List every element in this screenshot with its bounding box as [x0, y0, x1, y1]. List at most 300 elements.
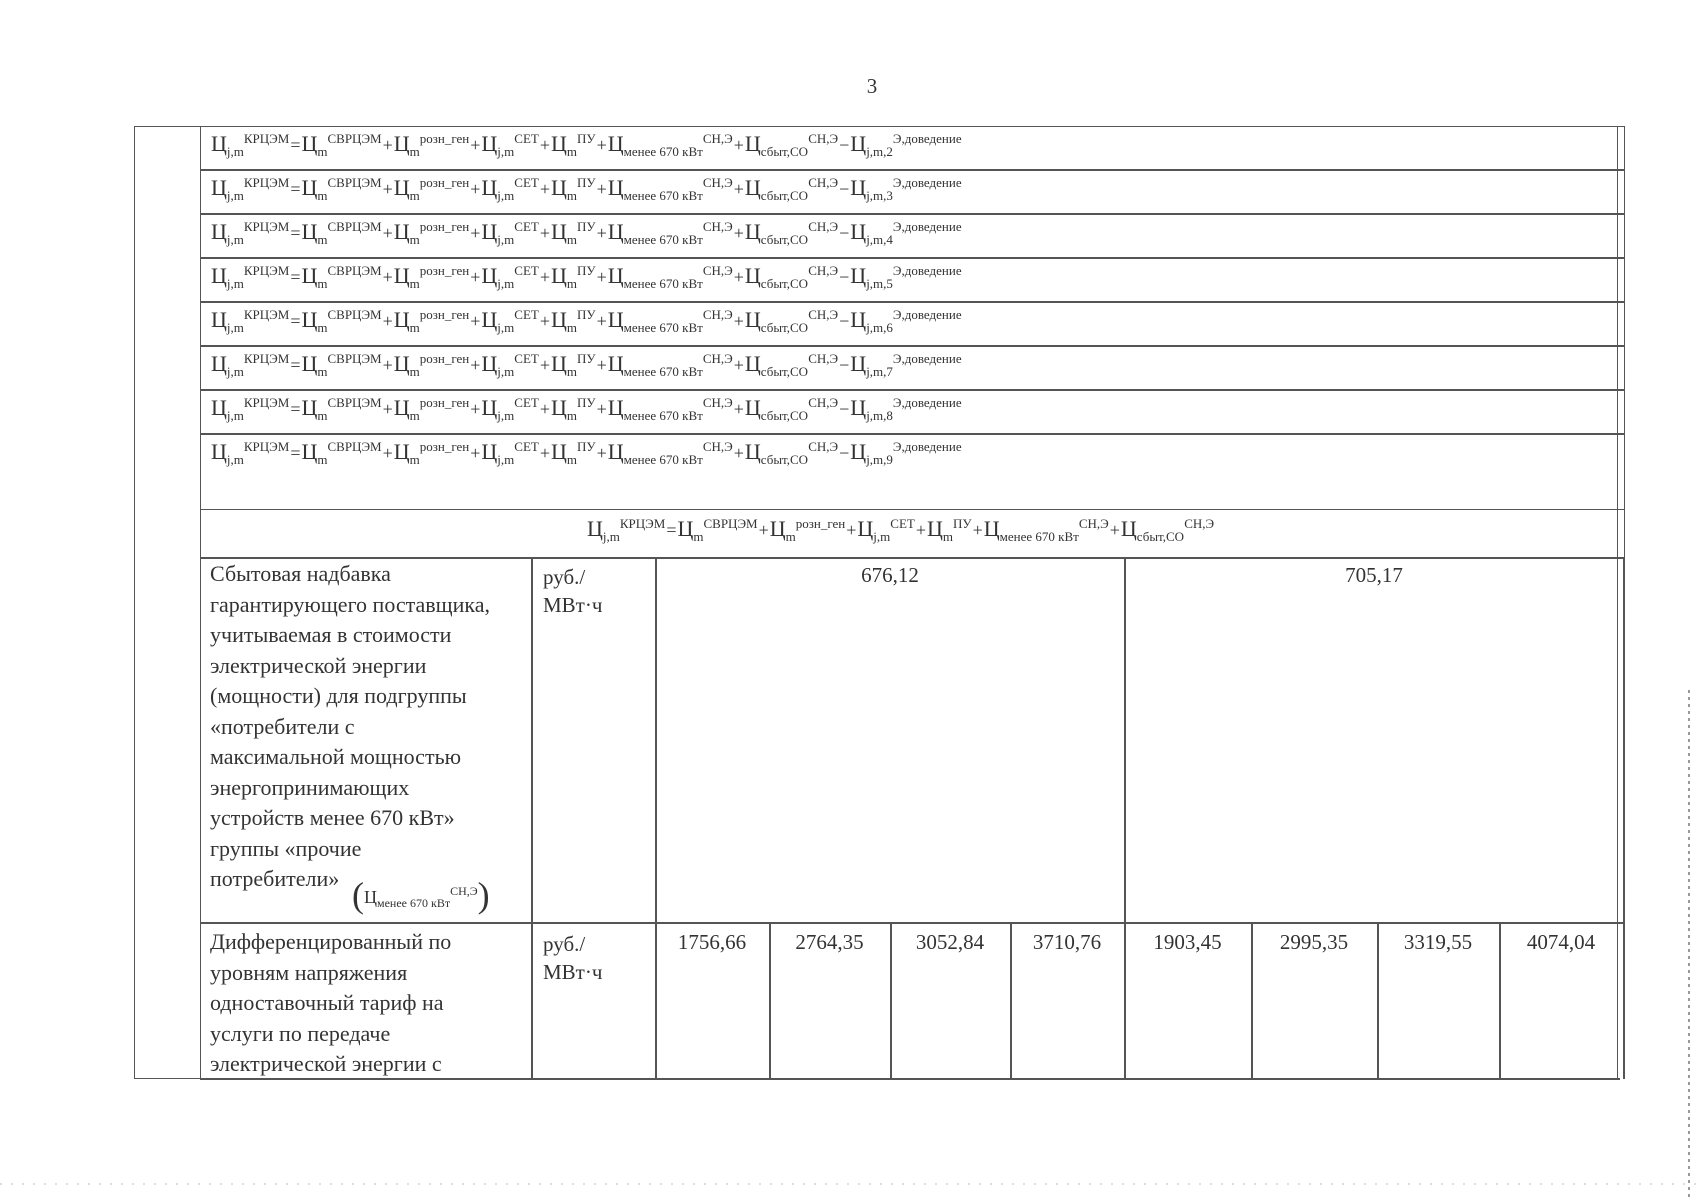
- formula-subscript: j,m,2: [866, 144, 893, 159]
- formula-plus: +: [382, 135, 393, 155]
- formula-plus: +: [470, 267, 481, 287]
- formula-plus: +: [382, 399, 393, 419]
- formula-subscript: j,m: [497, 408, 515, 423]
- paren-close: ): [477, 875, 490, 915]
- formula-subscript: m: [566, 452, 578, 467]
- label-line: энергопринимающих: [210, 774, 410, 800]
- formula-superscript: ПУ: [577, 219, 596, 234]
- formula-symbol: Ц: [301, 131, 318, 156]
- formula-subscript: j,m,5: [866, 276, 893, 291]
- formula-row: [200, 170, 1625, 214]
- formula-symbol: Ц: [744, 175, 761, 200]
- formula-minus: −: [839, 311, 850, 331]
- formula-symbol: Ц: [744, 395, 761, 420]
- formula-symbol: Ц: [364, 887, 377, 907]
- formula-superscript: ПУ: [577, 351, 596, 366]
- formula-plus: +: [915, 520, 926, 540]
- formula-symbol: Ц: [393, 263, 410, 288]
- formula-subscript: j,m,8: [866, 408, 893, 423]
- formula-row: [200, 302, 1625, 346]
- formula-superscript: СЕТ: [514, 263, 539, 278]
- formula-superscript: Э,доведение: [892, 351, 962, 366]
- formula-superscript: Э,доведение: [892, 395, 962, 410]
- formula-superscript: Э,доведение: [892, 175, 962, 190]
- formula-superscript: СН,Э: [808, 395, 839, 410]
- formula-subscript: m: [317, 232, 328, 247]
- formula-plus: +: [733, 399, 744, 419]
- formula-row: [200, 214, 1625, 258]
- formula-plus: +: [596, 179, 607, 199]
- formula-plus: +: [596, 135, 607, 155]
- formula-plus: +: [733, 355, 744, 375]
- formula-plus: +: [733, 443, 744, 463]
- formula-plus: +: [539, 311, 550, 331]
- formula-superscript: ПУ: [577, 395, 596, 410]
- formula-symbol: Ц: [393, 307, 410, 332]
- formula-symbol: Ц: [551, 219, 567, 244]
- formula-subscript: j,m: [226, 232, 244, 247]
- formula-superscript: ПУ: [577, 131, 596, 146]
- formula-minus: −: [839, 267, 850, 287]
- formula-subscript: j,m,3: [866, 188, 893, 203]
- formula-superscript: СН,Э: [702, 219, 733, 234]
- formula-symbol: Ц: [607, 351, 624, 376]
- markup-value-h1: 676,12: [861, 563, 919, 587]
- formula-subscript: m: [785, 529, 796, 544]
- formula-plus: +: [382, 443, 393, 463]
- formula-symbol: Ц: [551, 263, 567, 288]
- formula-subscript: m: [317, 320, 328, 335]
- formula-symbol: Ц: [393, 175, 410, 200]
- formula-subscript: j,m: [226, 452, 244, 467]
- formula-subscript: сбыт,СО: [760, 320, 809, 335]
- formula-plus: +: [382, 355, 393, 375]
- formula-symbol: Ц: [393, 351, 410, 376]
- formula-symbol: Ц: [607, 439, 624, 464]
- formula-symbol: Ц: [607, 175, 624, 200]
- tariff-row-label: [210, 927, 528, 1080]
- formula-superscript: СН,Э: [702, 351, 733, 366]
- formula-superscript: СН,Э: [808, 219, 839, 234]
- formula-symbol: Ц: [481, 307, 498, 332]
- formula-superscript: КРЦЭМ: [243, 131, 290, 146]
- formula-superscript: Э,доведение: [892, 439, 962, 454]
- label-line: Дифференцированный по: [210, 929, 452, 954]
- formula-symbol: Ц: [744, 439, 761, 464]
- formula-row: [200, 434, 1625, 510]
- formula-symbol: Ц: [211, 131, 227, 156]
- formula-equals: =: [290, 179, 301, 199]
- formula-symbol: Ц: [850, 131, 867, 156]
- formula-superscript: СН,Э: [702, 395, 733, 410]
- formula-superscript: розн_ген: [419, 219, 470, 234]
- label-line: потребители»: [210, 866, 340, 891]
- formula-superscript: КРЦЭМ: [243, 175, 290, 190]
- formula-subscript: m: [317, 452, 328, 467]
- formula-subscript: m: [409, 364, 420, 379]
- formula-superscript: СН,Э: [702, 263, 733, 278]
- formula-plus: +: [382, 267, 393, 287]
- formula-plus: +: [539, 135, 550, 155]
- grid-line: [1623, 557, 1625, 1079]
- formula-plus: +: [382, 223, 393, 243]
- formula-superscript: СЕТ: [514, 351, 539, 366]
- formula-plus: +: [470, 179, 481, 199]
- formula: [211, 351, 962, 377]
- formula-subscript: сбыт,СО: [1136, 529, 1185, 544]
- formula-plus: +: [470, 399, 481, 419]
- formula-superscript: КРЦЭМ: [243, 263, 290, 278]
- tariff-value: 3710,76: [1032, 930, 1102, 954]
- markup-formula-symbol: [352, 870, 490, 915]
- formula-superscript: розн_ген: [419, 263, 470, 278]
- formula-subscript: менее 670 кВт: [623, 452, 703, 467]
- formula-plus: +: [846, 520, 857, 540]
- formula-superscript: Э,доведение: [892, 263, 962, 278]
- tariff-value: 1756,66: [677, 930, 747, 954]
- formula-superscript: СВРЦЭМ: [327, 219, 382, 234]
- formula-plus: +: [733, 223, 744, 243]
- tariff-value: 4074,04: [1526, 930, 1596, 954]
- formula-symbol: Ц: [850, 219, 867, 244]
- formula-superscript: СВРЦЭМ: [327, 131, 382, 146]
- formula-plus: +: [470, 223, 481, 243]
- formula-subscript: m: [566, 144, 578, 159]
- formula-subscript: менее 670 кВт: [623, 320, 703, 335]
- paren-open: (: [352, 875, 364, 915]
- formula-equals: =: [290, 135, 301, 155]
- formula-subscript: j,m: [497, 364, 515, 379]
- formula-symbol: Ц: [607, 263, 624, 288]
- formula-plus: +: [596, 355, 607, 375]
- formula-plus: +: [539, 443, 550, 463]
- formula-subscript: m: [317, 144, 328, 159]
- label-line: Сбытовая надбавка: [210, 561, 391, 586]
- formula-plus: +: [539, 223, 550, 243]
- unit-line: МВт·ч: [543, 960, 603, 984]
- label-line: одноставочный тариф на: [210, 990, 444, 1015]
- formula: [211, 395, 962, 421]
- formula-equals: =: [290, 267, 301, 287]
- formula-row: [200, 258, 1625, 302]
- formula-symbol: Ц: [481, 351, 498, 376]
- formula-symbol: Ц: [744, 219, 761, 244]
- formula-symbol: Ц: [301, 439, 318, 464]
- formula-plus: +: [972, 520, 983, 540]
- formula-symbol: Ц: [850, 439, 867, 464]
- formula-equals: =: [290, 399, 301, 419]
- label-line: максимальной мощностью: [210, 744, 462, 769]
- grid-line: [200, 922, 1625, 924]
- formula-symbol: Ц: [551, 175, 567, 200]
- formula-symbol: Ц: [481, 439, 498, 464]
- formula-superscript: розн_ген: [419, 131, 470, 146]
- formula-equals: =: [290, 355, 301, 375]
- formula-plus: +: [539, 267, 550, 287]
- formula-superscript: СН,Э: [702, 131, 733, 146]
- formula-subscript: j,m,9: [866, 452, 893, 467]
- markup-row-label: [210, 559, 528, 895]
- formula-symbol: Ц: [744, 131, 761, 156]
- formula-superscript: СЕТ: [514, 131, 539, 146]
- formula-subscript: сбыт,СО: [760, 408, 809, 423]
- scan-edge-artifact: [1688, 690, 1690, 1200]
- formula-subscript: j,m: [873, 529, 891, 544]
- formula-superscript: СН,Э: [808, 263, 839, 278]
- formula-subscript: m: [566, 232, 578, 247]
- formula-symbol: Ц: [481, 175, 498, 200]
- formula-minus: −: [839, 355, 850, 375]
- formula-symbol: Ц: [481, 219, 498, 244]
- formula-plus: +: [596, 223, 607, 243]
- formula-superscript: СЕТ: [514, 439, 539, 454]
- formula-superscript: Э,доведение: [892, 131, 962, 146]
- formula-subscript: сбыт,СО: [760, 364, 809, 379]
- formula-subscript: m: [566, 408, 578, 423]
- formula-plus: +: [382, 311, 393, 331]
- grid-line: [531, 557, 533, 1079]
- formula-subscript: сбыт,СО: [760, 188, 809, 203]
- formula-superscript: СЕТ: [514, 219, 539, 234]
- unit-line: руб./: [543, 932, 586, 956]
- label-line: группы «прочие: [210, 835, 362, 861]
- formula-row: [200, 390, 1625, 434]
- formula-plus: +: [596, 311, 607, 331]
- formula-plus: +: [733, 135, 744, 155]
- formula-symbol: Ц: [607, 307, 624, 332]
- formula-minus: −: [839, 223, 850, 243]
- formula-subscript: менее 670 кВт: [623, 276, 703, 291]
- unit-line: руб./: [543, 565, 586, 589]
- formula-plus: +: [539, 179, 550, 199]
- formula: [211, 307, 962, 333]
- formula-superscript: ПУ: [577, 263, 596, 278]
- formula-symbol: Ц: [551, 307, 567, 332]
- formula-subscript: сбыт,СО: [760, 452, 809, 467]
- formula-superscript: розн_ген: [419, 439, 470, 454]
- formula-subscript: m: [566, 320, 578, 335]
- formula-plus: +: [733, 179, 744, 199]
- formula-subscript: менее 670 кВт: [623, 232, 703, 247]
- formula-symbol: Ц: [551, 439, 567, 464]
- formula-subscript: j,m: [497, 276, 515, 291]
- formula-subscript: m: [317, 364, 328, 379]
- formula-subscript: m: [409, 232, 420, 247]
- formula-symbol: Ц: [211, 175, 227, 200]
- formula: [211, 175, 962, 201]
- formula-subscript: сбыт,СО: [760, 276, 809, 291]
- formula-symbol: Ц: [744, 307, 761, 332]
- formula-symbol: Ц: [301, 351, 318, 376]
- label-line: учитываемая в стоимости: [210, 622, 452, 647]
- formula-subscript: менее 670 кВт: [623, 364, 703, 379]
- formula-symbol: Ц: [850, 263, 867, 288]
- markup-value-h2: 705,17: [1345, 563, 1403, 587]
- formula-subscript: m: [317, 188, 328, 203]
- formula-subscript: j,m: [497, 144, 515, 159]
- formula: [211, 263, 962, 289]
- formula-subscript: j,m: [226, 188, 244, 203]
- formula-subscript: менее 670 кВт: [623, 144, 703, 159]
- formula-plus: +: [539, 355, 550, 375]
- formula-symbol: Ц: [301, 307, 318, 332]
- formula-superscript: розн_ген: [419, 395, 470, 410]
- formula-superscript: ПУ: [953, 516, 972, 531]
- formula-superscript: СН,Э: [702, 439, 733, 454]
- formula-subscript: m: [409, 408, 420, 423]
- formula-subscript: j,m: [226, 276, 244, 291]
- formula-subscript: j,m: [497, 188, 515, 203]
- formula-superscript: СВРЦЭМ: [327, 439, 382, 454]
- formula-subscript: m: [409, 188, 420, 203]
- formula-symbol: Ц: [983, 516, 1000, 541]
- label-line: электрической энергии: [210, 652, 427, 678]
- formula-subscript: m: [693, 529, 704, 544]
- formula-symbol: Ц: [301, 219, 318, 244]
- formula-plus: +: [596, 399, 607, 419]
- formula-superscript: розн_ген: [419, 307, 470, 322]
- formula-subscript: j,m: [226, 320, 244, 335]
- formula-superscript: Э,доведение: [892, 307, 962, 322]
- formula-subscript: m: [317, 276, 328, 291]
- formula-superscript: ПУ: [577, 175, 596, 190]
- formula-plus: +: [382, 179, 393, 199]
- label-line: уровням напряжения: [210, 959, 408, 985]
- formula-symbol: Ц: [607, 219, 624, 244]
- formula-plus: +: [470, 135, 481, 155]
- formula-symbol: Ц: [551, 351, 567, 376]
- formula-subscript: m: [566, 364, 578, 379]
- formula-superscript: розн_ген: [795, 516, 846, 531]
- formula-subscript: j,m: [497, 320, 515, 335]
- formula-subscript: менее 670 кВт: [999, 529, 1079, 544]
- formula-row-general: [200, 510, 1625, 558]
- formula-superscript: СВРЦЭМ: [327, 263, 382, 278]
- formula-subscript: j,m: [602, 529, 620, 544]
- formula-superscript: КРЦЭМ: [243, 351, 290, 366]
- page-number: 3: [866, 74, 878, 98]
- formula-symbol: Ц: [850, 351, 867, 376]
- label-line: «потребители с: [210, 713, 355, 739]
- formula-minus: −: [839, 179, 850, 199]
- tariff-row-unit: [543, 930, 602, 986]
- markup-row-unit: [543, 563, 602, 619]
- formula-symbol: Ц: [301, 395, 318, 420]
- formula-superscript: КРЦЭМ: [243, 219, 290, 234]
- label-line: гарантирующего поставщика,: [210, 591, 490, 617]
- formula-superscript: СН,Э: [702, 307, 733, 322]
- formula-subscript: m: [409, 452, 420, 467]
- formula-equals: =: [666, 520, 677, 540]
- formula-subscript: m: [566, 276, 578, 291]
- formula-superscript: СН,Э: [808, 439, 839, 454]
- tariff-value: 2764,35: [795, 930, 864, 954]
- grid-line: [655, 557, 657, 1079]
- formula-symbol: Ц: [211, 395, 227, 420]
- formula-symbol: Ц: [211, 351, 227, 376]
- formula-symbol: Ц: [393, 395, 410, 420]
- formula-subscript: менее 670 кВт: [623, 188, 703, 203]
- formula-superscript: КРЦЭМ: [243, 307, 290, 322]
- formula-symbol: Ц: [850, 307, 867, 332]
- formula-superscript: ПУ: [577, 307, 596, 322]
- formula-symbol: Ц: [301, 175, 318, 200]
- formula-symbol: Ц: [769, 516, 786, 541]
- formula-superscript: СН,Э: [1078, 516, 1109, 531]
- formula-symbol: Ц: [481, 263, 498, 288]
- formula-symbol: Ц: [481, 395, 498, 420]
- formula-superscript: СВРЦЭМ: [703, 516, 758, 531]
- formula-symbol: Ц: [393, 131, 410, 156]
- formula-superscript: СЕТ: [890, 516, 915, 531]
- formula-superscript: СЕТ: [514, 175, 539, 190]
- general-formula: [587, 516, 1214, 542]
- formula-subscript: m: [409, 144, 420, 159]
- formula-symbol: Ц: [551, 131, 567, 156]
- formula-superscript: КРЦЭМ: [243, 395, 290, 410]
- label-line: (мощности) для подгруппы: [210, 683, 467, 708]
- formula-symbol: Ц: [481, 131, 498, 156]
- formula-equals: =: [290, 223, 301, 243]
- formula-subscript: j,m: [226, 144, 244, 159]
- formula-symbol: Ц: [211, 263, 227, 288]
- label-line: устройств менее 670 кВт»: [210, 805, 455, 830]
- formula-superscript: СВРЦЭМ: [327, 307, 382, 322]
- formula-symbol: Ц: [301, 263, 318, 288]
- formula-superscript: КРЦЭМ: [243, 439, 290, 454]
- formula-plus: +: [596, 267, 607, 287]
- formula-symbol: Ц: [850, 395, 867, 420]
- formula-minus: −: [839, 443, 850, 463]
- formula-subscript: сбыт,СО: [760, 232, 809, 247]
- formula-symbol: Ц: [211, 307, 227, 332]
- formula-superscript: СВРЦЭМ: [327, 395, 382, 410]
- formula-superscript: СЕТ: [514, 395, 539, 410]
- formula-superscript: СЕТ: [514, 307, 539, 322]
- formula-superscript: СН,Э: [808, 307, 839, 322]
- formula-superscript: СН,Э: [702, 175, 733, 190]
- formula-symbol: Ц: [850, 175, 867, 200]
- formula-symbol: Ц: [211, 439, 227, 464]
- formula-symbol: Ц: [607, 395, 624, 420]
- formula-symbol: Ц: [1120, 516, 1137, 541]
- formula-row: [200, 126, 1625, 170]
- formula-superscript: ПУ: [577, 439, 596, 454]
- tariff-value: 2995,35: [1279, 930, 1349, 954]
- formula-equals: =: [290, 443, 301, 463]
- formula-subscript: менее 670 кВт: [377, 896, 451, 910]
- formula-superscript: СН,Э: [450, 884, 478, 898]
- formula-plus: +: [539, 399, 550, 419]
- formula: [211, 131, 962, 157]
- formula-subscript: m: [409, 276, 420, 291]
- formula: [211, 439, 962, 465]
- formula-subscript: m: [566, 188, 578, 203]
- label-line: электрической энергии с: [210, 1051, 442, 1076]
- formula-subscript: m: [942, 529, 954, 544]
- formula-subscript: j,m,7: [866, 364, 893, 379]
- formula-superscript: СН,Э: [1184, 516, 1215, 531]
- formula-superscript: КРЦЭМ: [619, 516, 666, 531]
- formula-symbol: Ц: [927, 516, 943, 541]
- formula-plus: +: [1109, 520, 1120, 540]
- formula-symbol: Ц: [211, 219, 227, 244]
- formula-symbol: Ц: [857, 516, 874, 541]
- formula-symbol: Ц: [744, 351, 761, 376]
- label-line: услуги по передаче: [210, 1020, 391, 1046]
- tariff-value: 3052,84: [915, 930, 985, 954]
- formula: [211, 219, 962, 245]
